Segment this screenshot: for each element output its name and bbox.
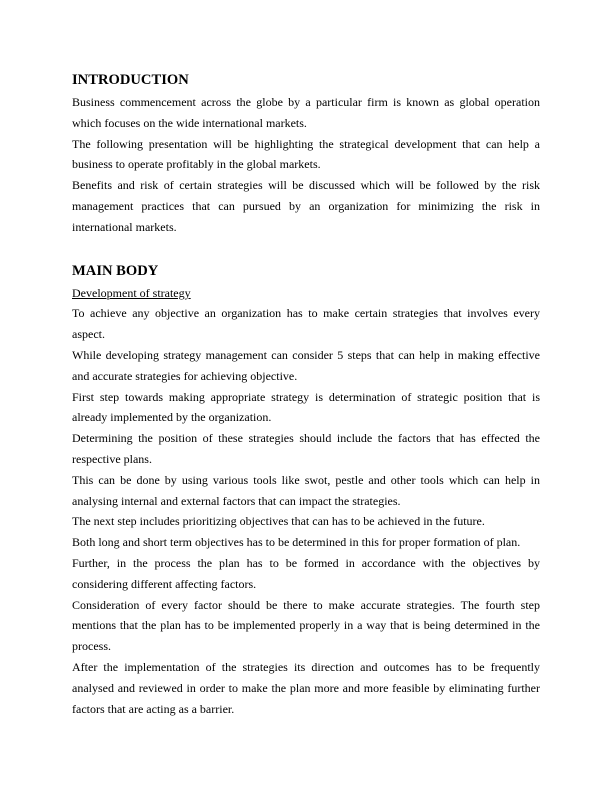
intro-paragraph: The following presentation will be highlighting the strategical development that can help a business to operate profitably in the global markets. bbox=[72, 136, 540, 172]
main-body-heading: MAIN BODY bbox=[72, 262, 159, 279]
section-spacer bbox=[72, 238, 540, 261]
main-body-paragraph: Consideration of every factor should be there to make accurate strategies. The fourth step mentions that the plan has to be implemented properly in a way that is being determined in the process. bbox=[72, 597, 540, 654]
main-body-paragraph: Both long and short term objectives has to be determined in this for proper formation of plan. bbox=[72, 535, 521, 550]
document-page bbox=[72, 70, 540, 719]
main-body-paragraph: Further, in the process the plan has to be formed in accordance with the objectives by considering different affecting factors. bbox=[72, 555, 540, 591]
main-body-paragraph: To achieve any objective an organization has to make certain strategies that involves every aspect. bbox=[72, 306, 540, 342]
development-of-strategy-subheading: Development of strategy bbox=[72, 285, 191, 300]
main-body-paragraph: While developing strategy management can consider 5 steps that can help in making effective and accurate strategies for achieving objective. bbox=[72, 347, 540, 383]
main-body-paragraph: The next step includes prioritizing objectives that can has to be achieved in the future. bbox=[72, 514, 485, 529]
main-body-paragraph: After the implementation of the strategies its direction and outcomes has to be frequently analysed and reviewed in order to make the plan more and more feasible by eliminating further factors that are acting as a barrier. bbox=[72, 659, 540, 716]
main-body-paragraph: Determining the position of these strategies should include the factors that has effected the respective plans. bbox=[72, 431, 540, 466]
intro-paragraph: Business commencement across the globe by a particular firm is known as global operation which focuses on the wide international markets. bbox=[72, 95, 540, 130]
intro-paragraph: Benefits and risk of certain strategies will be discussed which will be followed by the risk management practices that can pursued by an organization for minimizing the risk in international markets. bbox=[72, 178, 540, 234]
main-body-paragraph: First step towards making appropriate strategy is determination of strategic position that is already implemented by the organization. bbox=[72, 389, 540, 425]
main-body-paragraph: This can be done by using various tools like swot, pestle and other tools which can help in analysing internal and external factors that can impact the strategies. bbox=[72, 472, 540, 508]
introduction-heading: INTRODUCTION bbox=[72, 72, 189, 88]
